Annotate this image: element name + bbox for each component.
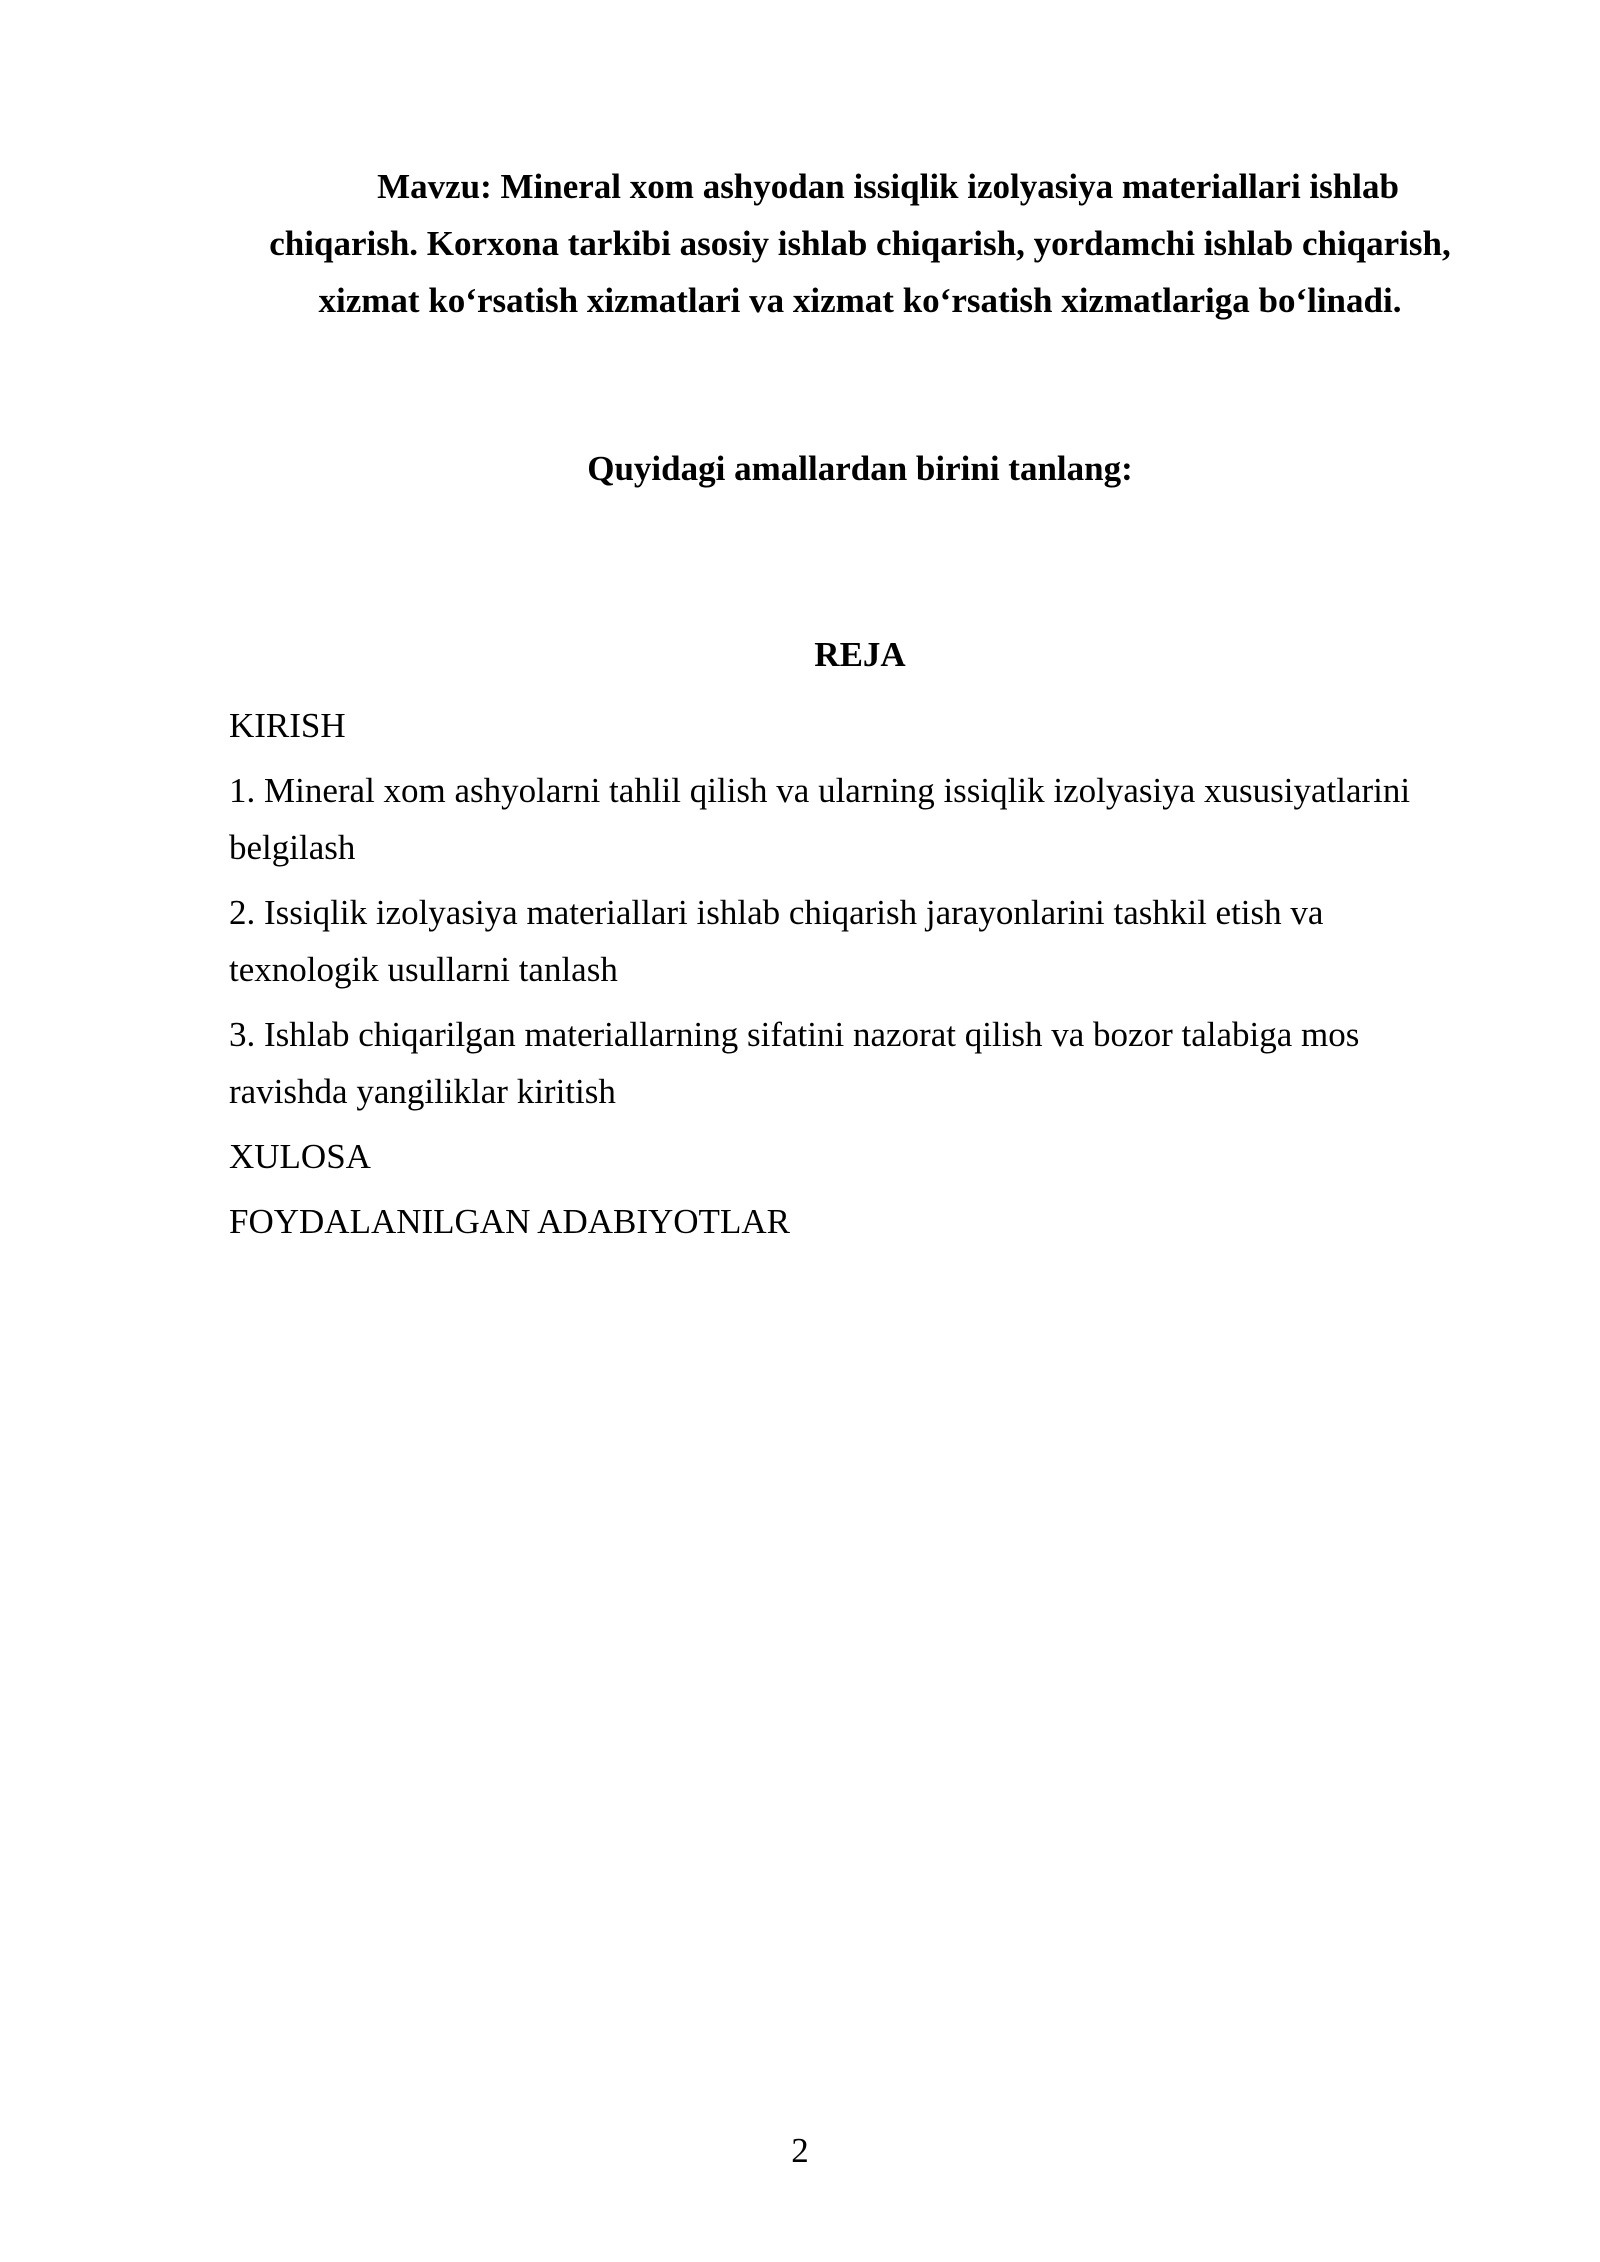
plan-heading: REJA: [814, 635, 906, 674]
topic-title: Mavzu: Mineral xom ashyodan issiqlik izolyasiya materiallari ishlab chiqarish. Korxona tarkibi asosiy ishlab chiqarish, yordamchi ishlab chiqarish, xizmat ko‘rsatish xizmatlari va xizmat ko‘rsatish xizmatlariga bo‘linadi.: [269, 167, 1451, 320]
plan-item-3: 3. Ishlab chiqarilgan materiallarning sifatini nazorat qilish va bozor talabiga mos ravishda yangiliklar kiritish: [229, 1015, 1360, 1111]
plan-item-introduction: KIRISH: [229, 706, 346, 745]
plan-list: [229, 697, 1469, 1258]
plan-item-conclusion: XULOSA: [229, 1137, 371, 1176]
plan-item-1: 1. Mineral xom ashyolarni tahlil qilish va ularning issiqlik izolyasiya xususiyatlarini belgilash: [229, 771, 1411, 867]
page-number: 2: [791, 2131, 809, 2170]
plan-item-2: 2. Issiqlik izolyasiya materiallari ishlab chiqarish jarayonlarini tashkil etish va texnologik usullarni tanlash: [229, 893, 1324, 989]
instruction-text: Quyidagi amallardan birini tanlang:: [587, 449, 1133, 488]
plan-item-references: FOYDALANILGAN ADABIYOTLAR: [229, 1202, 790, 1241]
